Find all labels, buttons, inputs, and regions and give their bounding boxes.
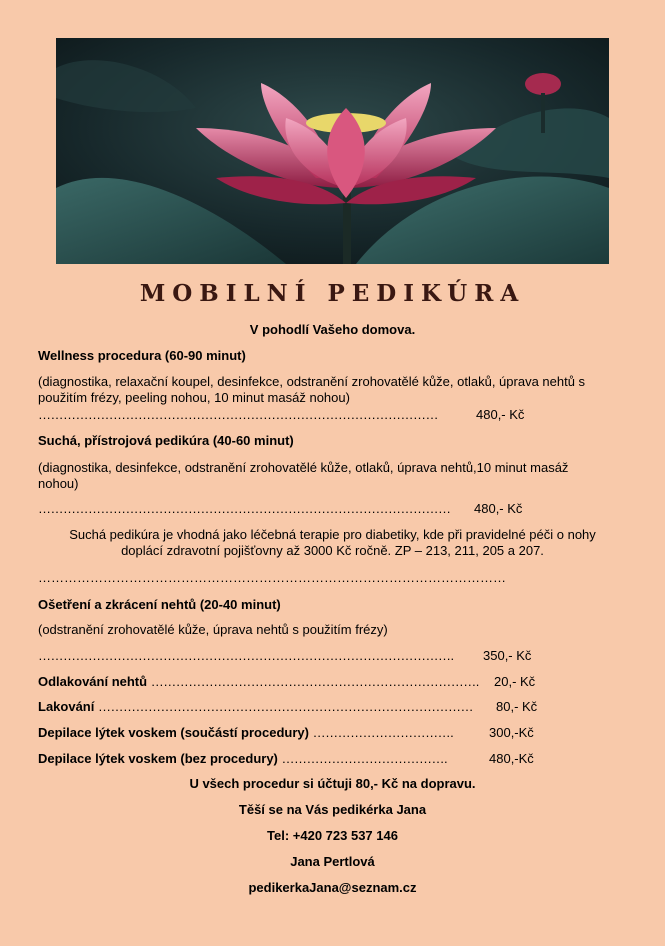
page-title: MOBILNÍ PEDIKÚRA [139,280,526,307]
email: pedikerkaJana@seznam.cz [248,880,417,895]
leader-dots: …………………………………. [281,751,448,766]
contact-name: Jana Pertlová [290,854,375,869]
polish-removal-name: Odlakování nehtů [38,674,148,689]
nails-desc: (odstranění zrohovatělé kůže, úprava nehtů s použitím frézy) [38,622,388,637]
nails-price-row [38,648,454,664]
wax-with-price: 300,-Kč [489,725,534,740]
leader-dots: ……………………………………………………………………………… [97,699,473,714]
nails-name: Ošetření a zkrácení nehtů (20-40 minut) [38,597,281,612]
wellness-price-row [38,407,438,423]
dry-name: Suchá, přístrojová pedikúra (40-60 minut) [38,433,294,448]
polish-row [38,699,473,715]
subtitle: V pohodlí Vašeho domova. [249,322,416,337]
diabetic-note: Suchá pedikúra je vhodná jako léčebná terapie pro diabetiky, kde při pravidelné péči o nohy doplácí zdravotní pojišťovny až 3000 Kč ročně. ZP – 213, 211, 205 a 207. [69,527,596,558]
leader-dots: ………………………………………………………………………………………. [38,648,454,663]
leader-dots: ……………………………………………………………………. [150,674,479,689]
polish-price: 80,- Kč [496,699,538,714]
polish-name: Lakování [38,699,95,714]
leader-dots: …………………………………………………………………………………… [38,407,438,422]
wax-without-name: Depilace lýtek voskem (bez procedury) [38,751,278,766]
polish-removal-row [38,674,479,690]
separator-dots: ……………………………………………………………………………………………… [38,570,506,585]
wellness-price: 480,- Kč [476,407,525,422]
greeting: Těší se na Vás pedikérka Jana [238,802,427,817]
wax-without-price: 480,-Kč [489,751,534,766]
dry-price-row [38,501,451,517]
dry-desc: (diagnostika, desinfekce, odstranění zrohovatělé kůže, otlaků, úprava nehtů,10 minut masáž nohou) [38,460,569,491]
wax-with-name: Depilace lýtek voskem (součástí procedury) [38,725,309,740]
leader-dots: ……………………………. [312,725,454,740]
wax-without-row [38,751,447,767]
phone: Tel: +420 723 537 146 [267,828,398,843]
lotus-hero-image [56,38,609,264]
wax-with-row [38,725,453,741]
dry-price: 480,- Kč [474,501,523,516]
travel-note: U všech procedur si účtuji 80,- Kč na dopravu. [189,776,476,791]
nails-price: 350,- Kč [483,648,532,663]
wellness-name: Wellness procedura (60-90 minut) [38,348,246,363]
wellness-desc: (diagnostika, relaxační koupel, desinfekce, odstranění zrohovatělé kůže, otlaků, úprava nehtů s použitím frézy, peeling nohou, 10 minut masáž nohou) [38,374,586,405]
leader-dots: ……………………………………………………………………………………… [38,501,451,516]
polish-removal-price: 20,- Kč [494,674,536,689]
